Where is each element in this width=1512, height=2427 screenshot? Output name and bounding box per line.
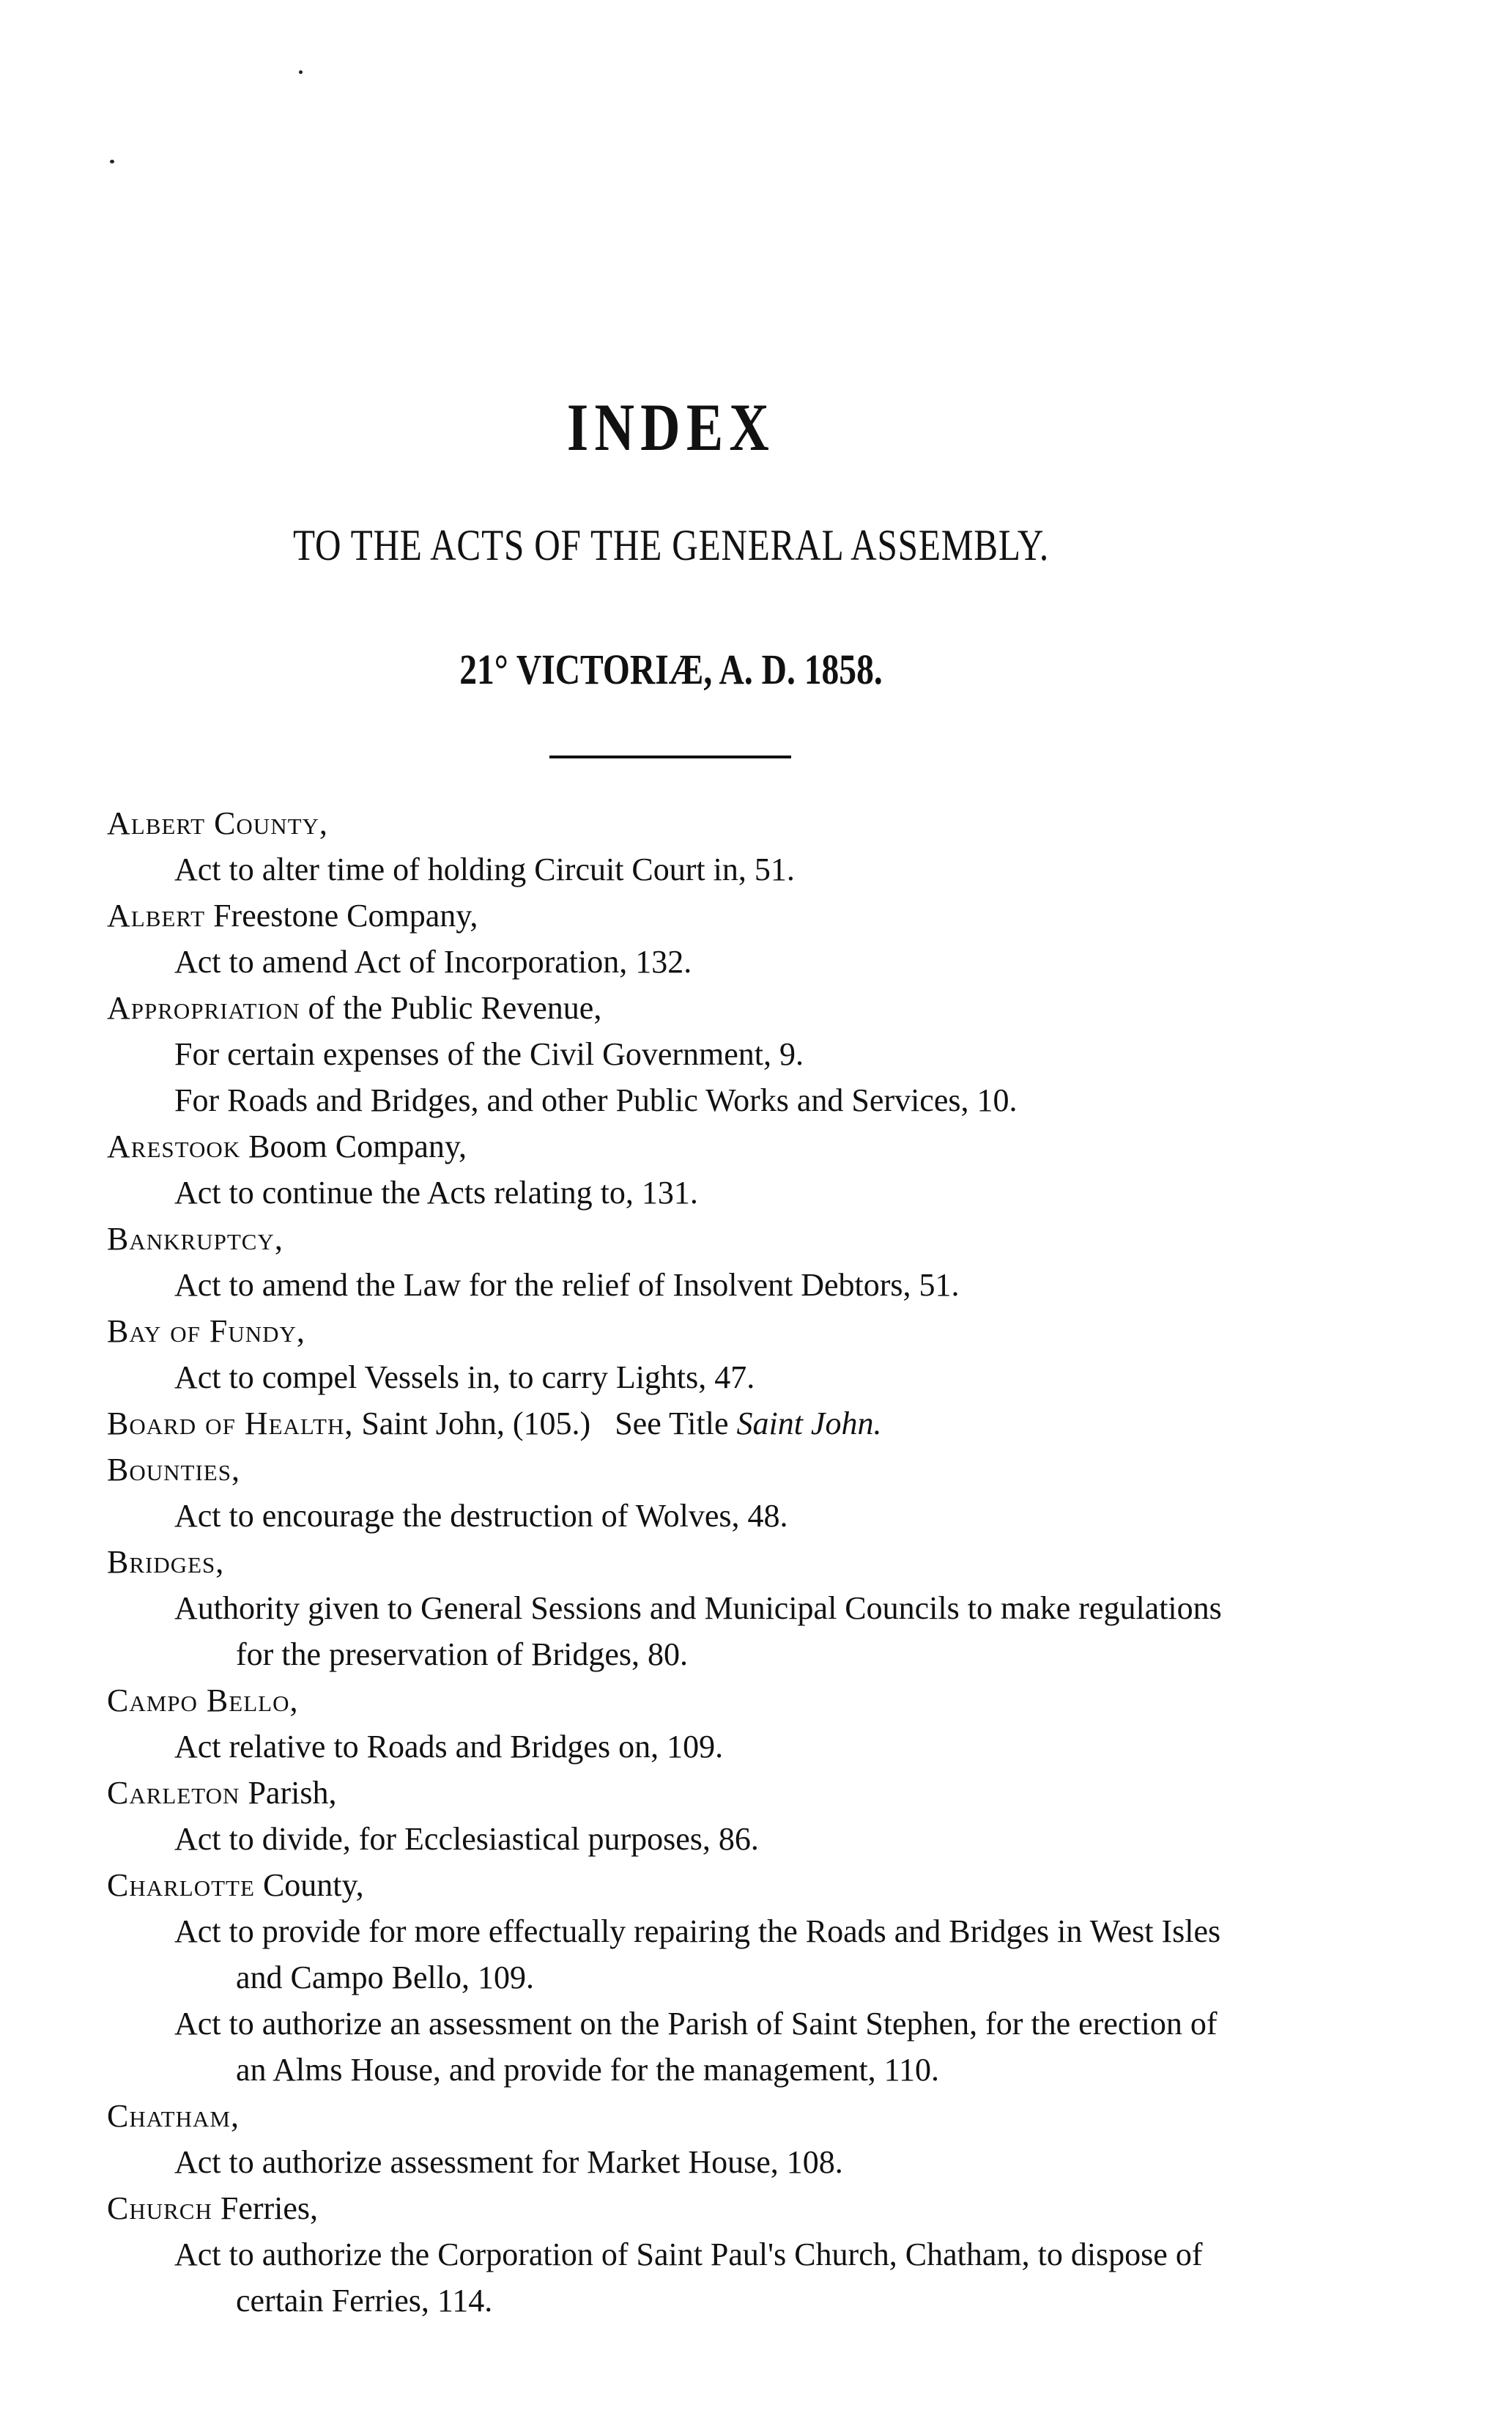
entry-heading-term: Bounties,: [107, 1452, 240, 1488]
entry-heading-term: Appropriation: [107, 990, 300, 1026]
entry-heading: [107, 2185, 1250, 2231]
index-entry: [107, 1862, 1250, 2093]
dateline: 21° VICTORIÆ, A. D. 1858.: [459, 646, 883, 693]
entry-heading-rest: of the Public Revenue,: [300, 990, 602, 1026]
entry-heading-term: Arestook: [107, 1128, 241, 1164]
entry-heading: [107, 893, 1250, 939]
ink-speck: [299, 70, 303, 74]
entry-subitem: For Roads and Bridges, and other Public Works and Services, 10.: [174, 1082, 1018, 1118]
entry-heading: [107, 1123, 1250, 1170]
index-entry: [107, 800, 1250, 893]
entry-heading-term: Campo Bello,: [107, 1682, 299, 1718]
index-entry: [107, 2185, 1250, 2324]
entry-heading-rest: Saint John, (105.) See Title: [353, 1405, 737, 1441]
index-entry: [107, 1770, 1250, 1862]
entry-heading-rest: County,: [254, 1867, 364, 1903]
index-entry: [107, 1677, 1250, 1770]
entry-subitem: Act to authorize assessment for Market House, 108.: [174, 2144, 843, 2180]
entry-subitem: Act relative to Roads and Bridges on, 109.: [174, 1729, 724, 1765]
page-title: INDEX: [566, 390, 776, 465]
entry-heading-term: Carleton: [107, 1775, 240, 1811]
entry-heading-term: Chatham,: [107, 2098, 240, 2134]
entry-subitem: Act to divide, for Ecclesiastical purposes, 86.: [174, 1821, 759, 1857]
index-entry: [107, 1539, 1250, 1677]
entry-heading-rest: Ferries,: [212, 2190, 319, 2226]
entry-heading: [107, 1770, 1250, 1816]
entry-subitem: For certain expenses of the Civil Government, 9.: [174, 1036, 804, 1072]
index-entry: [107, 1308, 1250, 1400]
entry-heading: [107, 1677, 1250, 1724]
entry-heading: [107, 1308, 1250, 1354]
entry-heading-rest: Freestone Company,: [205, 898, 478, 934]
entry-heading: [107, 1447, 1250, 1493]
entry-heading-term: Charlotte: [107, 1867, 255, 1903]
entry-subitem: Act to amend the Law for the relief of Insolvent Debtors, 51.: [174, 1267, 960, 1303]
entry-subitem: Act to compel Vessels in, to carry Lights, 47.: [174, 1359, 755, 1395]
entry-heading: [107, 2093, 1250, 2139]
index-entry: [107, 1400, 1250, 1447]
index-entry: [107, 985, 1250, 1123]
ink-speck: [110, 160, 114, 163]
index-entry: [107, 893, 1250, 985]
entry-heading-term: Church: [107, 2190, 212, 2226]
entry-subitem: Act to amend Act of Incorporation, 132.: [174, 944, 692, 980]
entry-heading-term: Board of Health,: [107, 1405, 354, 1441]
entry-heading-term: Bay of Fundy,: [107, 1313, 305, 1349]
index-entries: [107, 800, 1250, 2324]
index-entry: [107, 1216, 1250, 1308]
entry-subitem: Authority given to General Sessions and Municipal Councils to make regulations for the preservation of Bridges, 80.: [174, 1590, 1222, 1672]
entry-heading: [107, 1216, 1250, 1262]
index-entry: [107, 1447, 1250, 1539]
entry-heading: [107, 1862, 1250, 1908]
cross-reference: Saint John.: [736, 1405, 882, 1441]
divider-rule: [549, 756, 791, 758]
entry-heading: [107, 985, 1250, 1031]
index-entry: [107, 1123, 1250, 1216]
entry-subitem: Act to alter time of holding Circuit Court in, 51.: [174, 852, 795, 887]
entry-heading: [107, 800, 1250, 846]
entry-subitem: Act to authorize an assessment on the Parish of Saint Stephen, for the erection of an Alms House, and provide for the management, 110.: [174, 2006, 1218, 2088]
page-subtitle: TO THE ACTS OF THE GENERAL ASSEMBLY.: [293, 521, 1049, 569]
entry-heading-term: Albert County,: [107, 805, 328, 841]
entry-heading-term: Bridges,: [107, 1544, 225, 1580]
entry-subitem: Act to authorize the Corporation of Saint Paul's Church, Chatham, to dispose of certain Ferries, 114.: [174, 2236, 1203, 2319]
entry-heading: [107, 1539, 1250, 1585]
entry-heading-rest: Parish,: [240, 1775, 337, 1811]
entry-subitem: Act to encourage the destruction of Wolves, 48.: [174, 1498, 788, 1534]
entry-heading: [107, 1400, 1250, 1447]
entry-heading-term: Albert: [107, 898, 206, 934]
entry-heading-rest: Boom Company,: [240, 1128, 467, 1164]
entry-subitem: Act to continue the Acts relating to, 131.: [174, 1175, 698, 1211]
entry-heading-term: Bankruptcy,: [107, 1221, 284, 1257]
entry-subitem: Act to provide for more effectually repairing the Roads and Bridges in West Isles and Campo Bello, 109.: [174, 1913, 1221, 1995]
index-entry: [107, 2093, 1250, 2185]
